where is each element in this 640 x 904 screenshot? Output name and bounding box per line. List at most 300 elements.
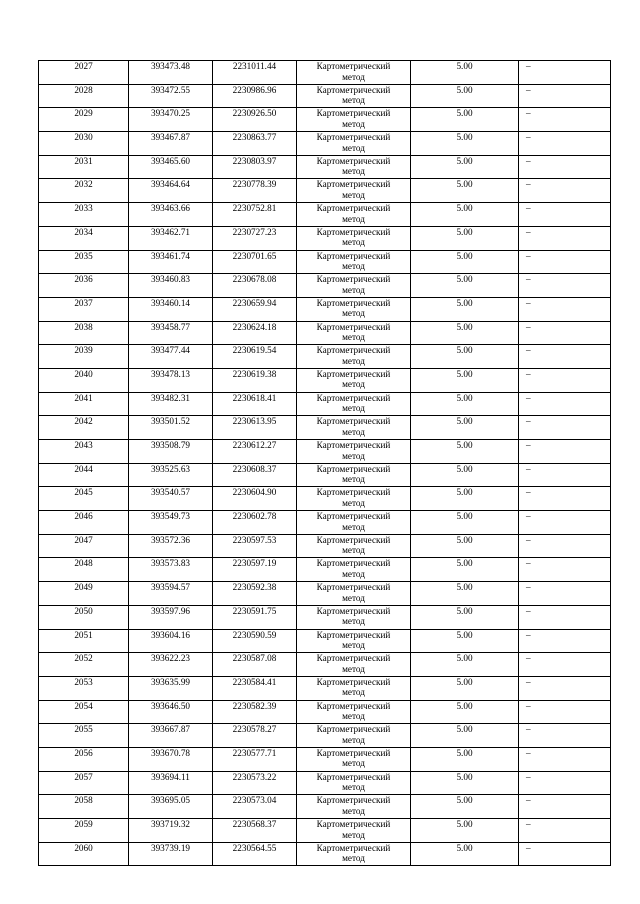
point-number-cell xyxy=(39,84,129,108)
method-cell xyxy=(297,700,411,724)
description-cell-text: – xyxy=(526,700,531,711)
method-cell-text: метод xyxy=(342,853,365,864)
y-coordinate-cell xyxy=(213,795,297,819)
method-cell xyxy=(297,605,411,629)
x-coordinate-cell-text: 393465.60 xyxy=(150,155,191,166)
point-number-cell-text: 2041 xyxy=(74,392,93,403)
x-coordinate-cell xyxy=(129,795,213,819)
method-cell xyxy=(297,511,411,535)
method-cell xyxy=(297,321,411,345)
y-coordinate-cell-text: 2230752.81 xyxy=(232,203,277,214)
description-cell xyxy=(519,629,611,653)
description-cell xyxy=(519,700,611,724)
description-cell xyxy=(519,155,611,179)
accuracy-cell xyxy=(411,108,519,132)
y-coordinate-cell-text: 2230619.38 xyxy=(232,368,277,379)
accuracy-cell xyxy=(411,629,519,653)
method-cell xyxy=(297,226,411,250)
y-coordinate-cell xyxy=(213,487,297,511)
method-cell-text: Картометрический xyxy=(316,250,391,261)
accuracy-cell xyxy=(411,819,519,843)
y-coordinate-cell-text: 2230701.65 xyxy=(232,250,277,261)
x-coordinate-cell-text: 393501.52 xyxy=(150,416,191,427)
table-row xyxy=(39,132,611,156)
point-number-cell xyxy=(39,155,129,179)
y-coordinate-cell xyxy=(213,345,297,369)
accuracy-cell xyxy=(411,676,519,700)
method-cell xyxy=(297,345,411,369)
description-cell-text: – xyxy=(526,653,531,664)
point-number-cell-text: 2060 xyxy=(74,842,93,853)
accuracy-cell xyxy=(411,487,519,511)
accuracy-cell-text: 5.00 xyxy=(456,463,473,474)
description-cell xyxy=(519,345,611,369)
point-number-cell-text: 2043 xyxy=(74,440,93,450)
method-cell-text: Картометрический xyxy=(316,795,391,806)
y-coordinate-cell xyxy=(213,700,297,724)
table-row xyxy=(39,108,611,132)
accuracy-cell xyxy=(411,771,519,795)
accuracy-cell xyxy=(411,582,519,606)
accuracy-cell-text: 5.00 xyxy=(456,842,473,853)
accuracy-cell xyxy=(411,155,519,179)
table-row xyxy=(39,61,611,85)
method-cell-text: Картометрический xyxy=(316,534,391,545)
y-coordinate-cell-text: 2230582.39 xyxy=(232,700,277,711)
method-cell-text: Картометрический xyxy=(316,321,391,332)
description-cell-text: – xyxy=(526,819,531,829)
accuracy-cell-text: 5.00 xyxy=(456,61,473,71)
description-cell xyxy=(519,487,611,511)
x-coordinate-cell-text: 393460.14 xyxy=(150,297,191,308)
point-number-cell xyxy=(39,534,129,558)
x-coordinate-cell-text: 393695.05 xyxy=(150,795,191,806)
description-cell xyxy=(519,724,611,748)
table-row xyxy=(39,416,611,440)
table-row xyxy=(39,203,611,227)
y-coordinate-cell xyxy=(213,653,297,677)
point-number-cell xyxy=(39,463,129,487)
method-cell-text: метод xyxy=(342,782,365,793)
method-cell-text: метод xyxy=(342,284,365,295)
accuracy-cell-text: 5.00 xyxy=(456,795,473,806)
point-number-cell xyxy=(39,842,129,866)
method-cell-text: Картометрический xyxy=(316,226,391,237)
point-number-cell-text: 2053 xyxy=(74,676,93,687)
point-number-cell xyxy=(39,676,129,700)
method-cell-text: Картометрический xyxy=(316,392,391,403)
x-coordinate-cell-text: 393597.96 xyxy=(150,605,191,616)
point-number-cell-text: 2037 xyxy=(74,297,93,308)
method-cell-text: Картометрический xyxy=(316,582,391,593)
method-cell xyxy=(297,487,411,511)
point-number-cell-text: 2031 xyxy=(74,155,93,166)
point-number-cell xyxy=(39,582,129,606)
x-coordinate-cell-text: 393549.73 xyxy=(150,511,191,522)
y-coordinate-cell xyxy=(213,274,297,298)
accuracy-cell xyxy=(411,558,519,582)
x-coordinate-cell xyxy=(129,676,213,700)
accuracy-cell-text: 5.00 xyxy=(456,250,473,261)
table-row xyxy=(39,345,611,369)
y-coordinate-cell xyxy=(213,771,297,795)
description-cell-text: – xyxy=(526,250,531,261)
method-cell-text: метод xyxy=(342,545,365,556)
method-cell-text: Картометрический xyxy=(316,274,391,285)
table-row xyxy=(39,771,611,795)
description-cell xyxy=(519,819,611,843)
description-cell xyxy=(519,534,611,558)
x-coordinate-cell xyxy=(129,321,213,345)
x-coordinate-cell-text: 393573.83 xyxy=(150,558,191,569)
description-cell xyxy=(519,226,611,250)
method-cell xyxy=(297,724,411,748)
y-coordinate-cell xyxy=(213,250,297,274)
method-cell xyxy=(297,558,411,582)
description-cell-text: – xyxy=(526,274,531,285)
x-coordinate-cell-text: 393739.19 xyxy=(150,842,191,853)
accuracy-cell-text: 5.00 xyxy=(456,771,473,782)
point-number-cell xyxy=(39,700,129,724)
y-coordinate-cell-text: 2230590.59 xyxy=(232,629,277,640)
description-cell xyxy=(519,321,611,345)
y-coordinate-cell xyxy=(213,179,297,203)
method-cell xyxy=(297,368,411,392)
description-cell-text: – xyxy=(526,108,531,119)
point-number-cell-text: 2044 xyxy=(74,463,93,474)
point-number-cell-text: 2057 xyxy=(74,771,93,782)
method-cell xyxy=(297,842,411,866)
x-coordinate-cell xyxy=(129,605,213,629)
y-coordinate-cell xyxy=(213,84,297,108)
accuracy-cell-text: 5.00 xyxy=(456,700,473,711)
x-coordinate-cell xyxy=(129,297,213,321)
point-number-cell xyxy=(39,226,129,250)
method-cell-text: Картометрический xyxy=(316,416,391,427)
table-row xyxy=(39,605,611,629)
y-coordinate-cell xyxy=(213,226,297,250)
y-coordinate-cell xyxy=(213,368,297,392)
description-cell xyxy=(519,511,611,535)
method-cell xyxy=(297,132,411,156)
y-coordinate-cell-text: 2230592.38 xyxy=(232,582,277,593)
description-cell-text: – xyxy=(526,203,531,214)
description-cell xyxy=(519,297,611,321)
accuracy-cell-text: 5.00 xyxy=(456,819,473,829)
table-row xyxy=(39,368,611,392)
method-cell-text: метод xyxy=(342,829,365,840)
x-coordinate-cell-text: 393719.32 xyxy=(150,819,191,829)
point-number-cell xyxy=(39,108,129,132)
description-cell xyxy=(519,795,611,819)
point-number-cell-text: 2050 xyxy=(74,605,93,616)
y-coordinate-cell-text: 2230624.18 xyxy=(232,321,277,332)
method-cell-text: метод xyxy=(342,474,365,485)
point-number-cell-text: 2048 xyxy=(74,558,93,569)
method-cell-text: Картометрический xyxy=(316,558,391,569)
point-number-cell-text: 2056 xyxy=(74,747,93,758)
method-cell-text: метод xyxy=(342,71,365,82)
accuracy-cell-text: 5.00 xyxy=(456,487,473,498)
description-cell xyxy=(519,771,611,795)
description-cell-text: – xyxy=(526,61,531,71)
y-coordinate-cell-text: 2230564.55 xyxy=(232,842,277,853)
accuracy-cell-text: 5.00 xyxy=(456,558,473,569)
method-cell-text: Картометрический xyxy=(316,368,391,379)
description-cell xyxy=(519,132,611,156)
method-cell-text: Картометрический xyxy=(316,297,391,308)
x-coordinate-cell-text: 393667.87 xyxy=(150,724,191,735)
x-coordinate-cell xyxy=(129,392,213,416)
description-cell xyxy=(519,84,611,108)
accuracy-cell-text: 5.00 xyxy=(456,582,473,593)
x-coordinate-cell-text: 393463.66 xyxy=(150,203,191,214)
description-cell-text: – xyxy=(526,392,531,403)
accuracy-cell-text: 5.00 xyxy=(456,629,473,640)
coordinates-table-body xyxy=(39,61,611,866)
table-row xyxy=(39,558,611,582)
y-coordinate-cell-text: 2230587.08 xyxy=(232,653,277,664)
x-coordinate-cell xyxy=(129,700,213,724)
description-cell-text: – xyxy=(526,534,531,545)
x-coordinate-cell xyxy=(129,724,213,748)
point-number-cell xyxy=(39,203,129,227)
method-cell-text: метод xyxy=(342,142,365,153)
x-coordinate-cell-text: 393478.13 xyxy=(150,368,191,379)
x-coordinate-cell-text: 393461.74 xyxy=(150,250,191,261)
method-cell xyxy=(297,297,411,321)
method-cell-text: метод xyxy=(342,261,365,271)
accuracy-cell xyxy=(411,368,519,392)
x-coordinate-cell xyxy=(129,250,213,274)
description-cell-text: – xyxy=(526,511,531,522)
accuracy-cell-text: 5.00 xyxy=(456,321,473,332)
point-number-cell xyxy=(39,416,129,440)
method-cell xyxy=(297,534,411,558)
point-number-cell-text: 2047 xyxy=(74,534,93,545)
accuracy-cell xyxy=(411,84,519,108)
description-cell-text: – xyxy=(526,463,531,474)
method-cell-text: Картометрический xyxy=(316,84,391,95)
description-cell xyxy=(519,653,611,677)
description-cell-text: – xyxy=(526,416,531,427)
y-coordinate-cell-text: 2230573.04 xyxy=(232,795,277,806)
accuracy-cell xyxy=(411,842,519,866)
accuracy-cell xyxy=(411,416,519,440)
method-cell-text: метод xyxy=(342,308,365,319)
description-cell-text: – xyxy=(526,179,531,190)
point-number-cell-text: 2028 xyxy=(74,84,93,95)
method-cell-text: метод xyxy=(342,592,365,603)
y-coordinate-cell-text: 2230591.75 xyxy=(232,605,277,616)
description-cell-text: – xyxy=(526,629,531,640)
method-cell-text: метод xyxy=(342,568,365,579)
accuracy-cell xyxy=(411,724,519,748)
x-coordinate-cell xyxy=(129,629,213,653)
accuracy-cell-text: 5.00 xyxy=(456,440,473,450)
y-coordinate-cell-text: 2230597.53 xyxy=(232,534,277,545)
method-cell-text: метод xyxy=(342,332,365,343)
x-coordinate-cell-text: 393473.48 xyxy=(150,61,191,71)
method-cell xyxy=(297,250,411,274)
method-cell-text: Картометрический xyxy=(316,819,391,829)
coordinates-table xyxy=(38,60,611,866)
table-row xyxy=(39,155,611,179)
accuracy-cell xyxy=(411,700,519,724)
description-cell-text: – xyxy=(526,440,531,450)
x-coordinate-cell xyxy=(129,368,213,392)
accuracy-cell xyxy=(411,226,519,250)
y-coordinate-cell xyxy=(213,676,297,700)
point-number-cell-text: 2042 xyxy=(74,416,93,427)
table-row xyxy=(39,440,611,464)
y-coordinate-cell-text: 2230568.37 xyxy=(232,819,277,829)
table-row xyxy=(39,84,611,108)
y-coordinate-cell xyxy=(213,605,297,629)
accuracy-cell-text: 5.00 xyxy=(456,416,473,427)
x-coordinate-cell-text: 393646.50 xyxy=(150,700,191,711)
point-number-cell-text: 2059 xyxy=(74,819,93,829)
method-cell-text: Картометрический xyxy=(316,700,391,711)
description-cell xyxy=(519,274,611,298)
point-number-cell-text: 2055 xyxy=(74,724,93,735)
method-cell-text: метод xyxy=(342,663,365,674)
x-coordinate-cell xyxy=(129,108,213,132)
y-coordinate-cell-text: 2230597.19 xyxy=(232,558,277,569)
description-cell xyxy=(519,108,611,132)
method-cell-text: метод xyxy=(342,758,365,769)
x-coordinate-cell xyxy=(129,203,213,227)
x-coordinate-cell xyxy=(129,463,213,487)
method-cell-text: метод xyxy=(342,616,365,627)
table-row xyxy=(39,629,611,653)
point-number-cell xyxy=(39,440,129,464)
description-cell-text: – xyxy=(526,605,531,616)
accuracy-cell-text: 5.00 xyxy=(456,724,473,735)
table-row xyxy=(39,842,611,866)
point-number-cell xyxy=(39,819,129,843)
y-coordinate-cell-text: 2230613.95 xyxy=(232,416,277,427)
point-number-cell-text: 2046 xyxy=(74,511,93,522)
method-cell xyxy=(297,629,411,653)
description-cell xyxy=(519,463,611,487)
description-cell xyxy=(519,558,611,582)
y-coordinate-cell-text: 2230803.97 xyxy=(232,155,277,166)
x-coordinate-cell-text: 393462.71 xyxy=(150,226,191,237)
method-cell-text: Картометрический xyxy=(316,724,391,735)
point-number-cell-text: 2038 xyxy=(74,321,93,332)
method-cell-text: метод xyxy=(342,805,365,816)
accuracy-cell-text: 5.00 xyxy=(456,653,473,664)
x-coordinate-cell xyxy=(129,416,213,440)
point-number-cell-text: 2051 xyxy=(74,629,93,640)
accuracy-cell-text: 5.00 xyxy=(456,155,473,166)
accuracy-cell-text: 5.00 xyxy=(456,203,473,214)
description-cell xyxy=(519,440,611,464)
method-cell-text: метод xyxy=(342,497,365,508)
method-cell xyxy=(297,392,411,416)
method-cell-text: Картометрический xyxy=(316,440,391,450)
method-cell-text: метод xyxy=(342,355,365,366)
y-coordinate-cell xyxy=(213,297,297,321)
method-cell xyxy=(297,463,411,487)
y-coordinate-cell xyxy=(213,747,297,771)
table-row xyxy=(39,724,611,748)
point-number-cell xyxy=(39,250,129,274)
point-number-cell xyxy=(39,747,129,771)
description-cell-text: – xyxy=(526,297,531,308)
point-number-cell xyxy=(39,179,129,203)
description-cell-text: – xyxy=(526,487,531,498)
x-coordinate-cell-text: 393508.79 xyxy=(150,440,191,450)
x-coordinate-cell-text: 393482.31 xyxy=(150,392,191,403)
accuracy-cell-text: 5.00 xyxy=(456,676,473,687)
point-number-cell-text: 2027 xyxy=(74,61,93,71)
x-coordinate-cell-text: 393572.36 xyxy=(150,534,191,545)
accuracy-cell-text: 5.00 xyxy=(456,297,473,308)
description-cell-text: – xyxy=(526,676,531,687)
description-cell xyxy=(519,416,611,440)
description-cell xyxy=(519,605,611,629)
accuracy-cell xyxy=(411,747,519,771)
y-coordinate-cell xyxy=(213,582,297,606)
description-cell-text: – xyxy=(526,795,531,806)
method-cell-text: Картометрический xyxy=(316,653,391,664)
y-coordinate-cell-text: 2230618.41 xyxy=(232,392,277,403)
y-coordinate-cell xyxy=(213,534,297,558)
method-cell xyxy=(297,747,411,771)
description-cell xyxy=(519,676,611,700)
x-coordinate-cell-text: 393670.78 xyxy=(150,747,191,758)
point-number-cell xyxy=(39,368,129,392)
y-coordinate-cell xyxy=(213,842,297,866)
description-cell-text: – xyxy=(526,132,531,143)
y-coordinate-cell-text: 2230678.08 xyxy=(232,274,277,285)
point-number-cell xyxy=(39,61,129,85)
method-cell-text: Картометрический xyxy=(316,511,391,522)
method-cell-text: Картометрический xyxy=(316,487,391,498)
table-row xyxy=(39,511,611,535)
table-row xyxy=(39,534,611,558)
accuracy-cell-text: 5.00 xyxy=(456,84,473,95)
accuracy-cell-text: 5.00 xyxy=(456,392,473,403)
accuracy-cell xyxy=(411,321,519,345)
point-number-cell xyxy=(39,321,129,345)
x-coordinate-cell-text: 393470.25 xyxy=(150,108,191,119)
x-coordinate-cell xyxy=(129,558,213,582)
accuracy-cell xyxy=(411,179,519,203)
method-cell xyxy=(297,203,411,227)
y-coordinate-cell xyxy=(213,511,297,535)
point-number-cell-text: 2054 xyxy=(74,700,93,711)
method-cell xyxy=(297,416,411,440)
x-coordinate-cell-text: 393622.23 xyxy=(150,653,191,664)
point-number-cell xyxy=(39,724,129,748)
method-cell-text: метод xyxy=(342,426,365,437)
point-number-cell xyxy=(39,274,129,298)
method-cell xyxy=(297,155,411,179)
y-coordinate-cell-text: 2230778.39 xyxy=(232,179,277,190)
x-coordinate-cell xyxy=(129,440,213,464)
accuracy-cell-text: 5.00 xyxy=(456,108,473,119)
method-cell xyxy=(297,274,411,298)
description-cell xyxy=(519,368,611,392)
y-coordinate-cell xyxy=(213,108,297,132)
table-row xyxy=(39,582,611,606)
description-cell-text: – xyxy=(526,321,531,332)
y-coordinate-cell xyxy=(213,61,297,85)
x-coordinate-cell xyxy=(129,226,213,250)
